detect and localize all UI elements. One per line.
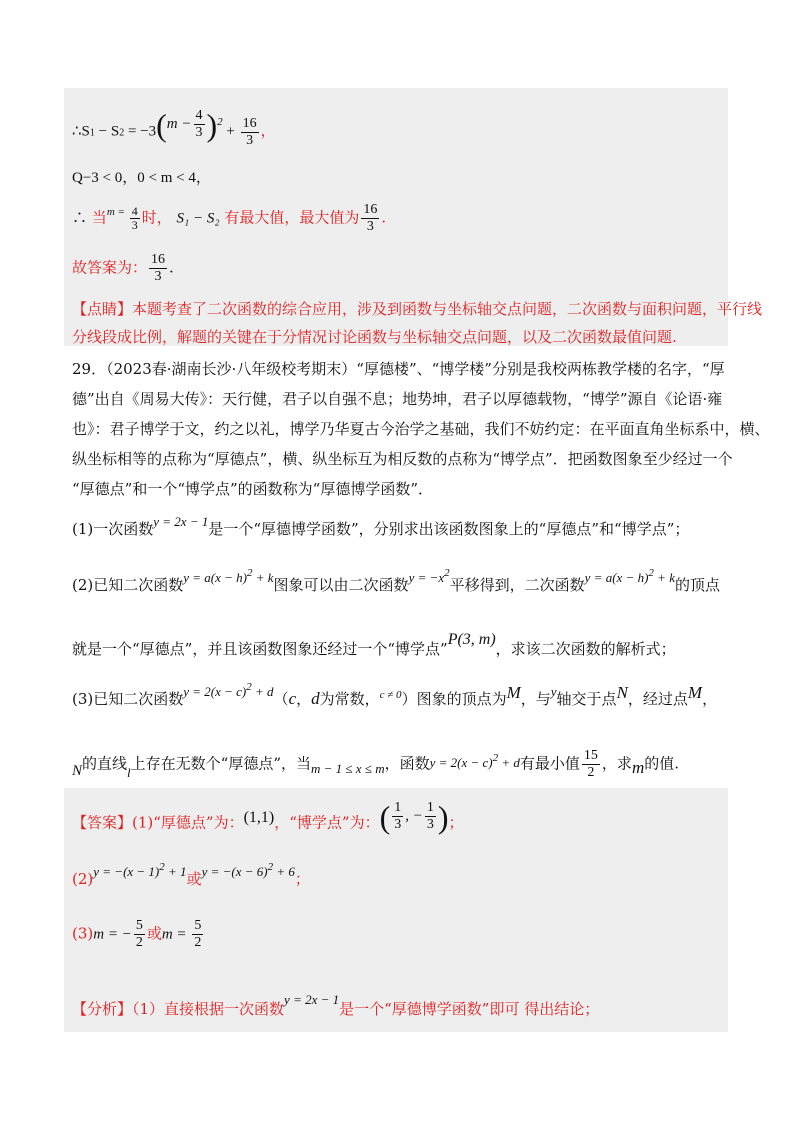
solution-line-3: ∴ 当$^{m =}$ $\frac{4}{3}$ 时， S₁ − S₂ 有最大值，最大值为 $\frac{16}{3}$ . xyxy=(72,202,387,234)
solution-line-1: ∴S1 − S2 = −3 ( m − $\frac{4}{3}$ ) $^2$ + $\frac{16}{3}$ ， xyxy=(72,106,276,148)
problem-line-4: 纵坐标相等的点称为“厚德点”，横、纵坐标互为相反数的点称为“博学点”．把函数图象至少经过一个 xyxy=(72,450,733,468)
question-2-line-2: 就是一个“厚德点”，并且该函数图象还经过一个“博学点”P(3, m)，求该二次函数的解析式； xyxy=(72,631,676,658)
problem-line-1: 29．（2023春·湖南长沙·八年级校考期末）“厚德楼”、“博学楼”分别是我校两栋教学楼的名字，“厚 xyxy=(72,360,725,378)
dianjing-line-2: 分线段成比例，解题的关键在于分情况讨论函数与坐标轴交点问题，以及二次函数最值问题. xyxy=(72,328,677,346)
solution-answer: 故答案为： $\frac{16}{3}$ . xyxy=(72,252,174,284)
question-3-line-1: (3)已知二次函数$y = 2(x - c)^2 + d(c$，d为常数，$^{c \ne 0}$）图象的顶点为M，与y轴交于点N，经过点M， xyxy=(72,681,718,708)
answer-line-1: 【答案】(1)“厚德点”为：(1,1)，“博学点”为： ( $\frac{1}{3}$ , − $\frac{1}{3}$ ) ； xyxy=(72,798,464,835)
problem-line-5: “厚德点”和一个“博学点”的函数称为“厚德博学函数”． xyxy=(72,480,434,498)
answer-line-3: (3)m = − $\frac{5}{2}$ 或m = $\frac{5}{2}$ xyxy=(72,918,202,950)
dianjing-line-1: 【点睛】本题考查了二次函数的综合应用，涉及到函数与坐标轴交点问题，二次函数与面积问题，平行线 xyxy=(72,300,763,318)
question-3-line-2: N的直线l上存在无数个“厚德点”，当m − 1 ≤ x ≤ m，函数$y = 2(x - c)^2 + d$有最小值 $\frac{15}{2}$ ，求m的值. xyxy=(72,748,679,780)
question-1: (1)一次函数y = 2x − 1是一个“厚德博学函数”，分别求出该函数图象上的“厚德点”和“博学点”； xyxy=(72,514,690,538)
answer-line-2: $(2)y = -(x - 1)^2 + 1$或$y = -(x - 6)^2 + 6$； xyxy=(72,861,310,888)
solution-line-2: Q−3 < 0，0 < m < 4， xyxy=(72,170,211,186)
analysis-line: 【分析】（1）直接根据一次函数y = 2x − 1是一个“厚德博学函数”即可 得出结论； xyxy=(72,992,600,1018)
problem-line-2: 德”出自《周易大传》：天行健，君子以自强不息；地势坤，君子以厚德载物，“博学”源自《论语·雍 xyxy=(72,390,723,408)
question-2-line-1: (2)已知二次函数$y = a(x - h)^2 + k$图象可以由二次函数$y = -x^2$平移得到，二次函数$y = a(x - h)^2 + k$的顶点 xyxy=(72,567,720,594)
problem-line-3: 也》：君子博学于文，约之以礼，博学乃华夏古今治学之基础，我们不妨约定：在平面直角坐标系中，横、 xyxy=(72,420,770,438)
